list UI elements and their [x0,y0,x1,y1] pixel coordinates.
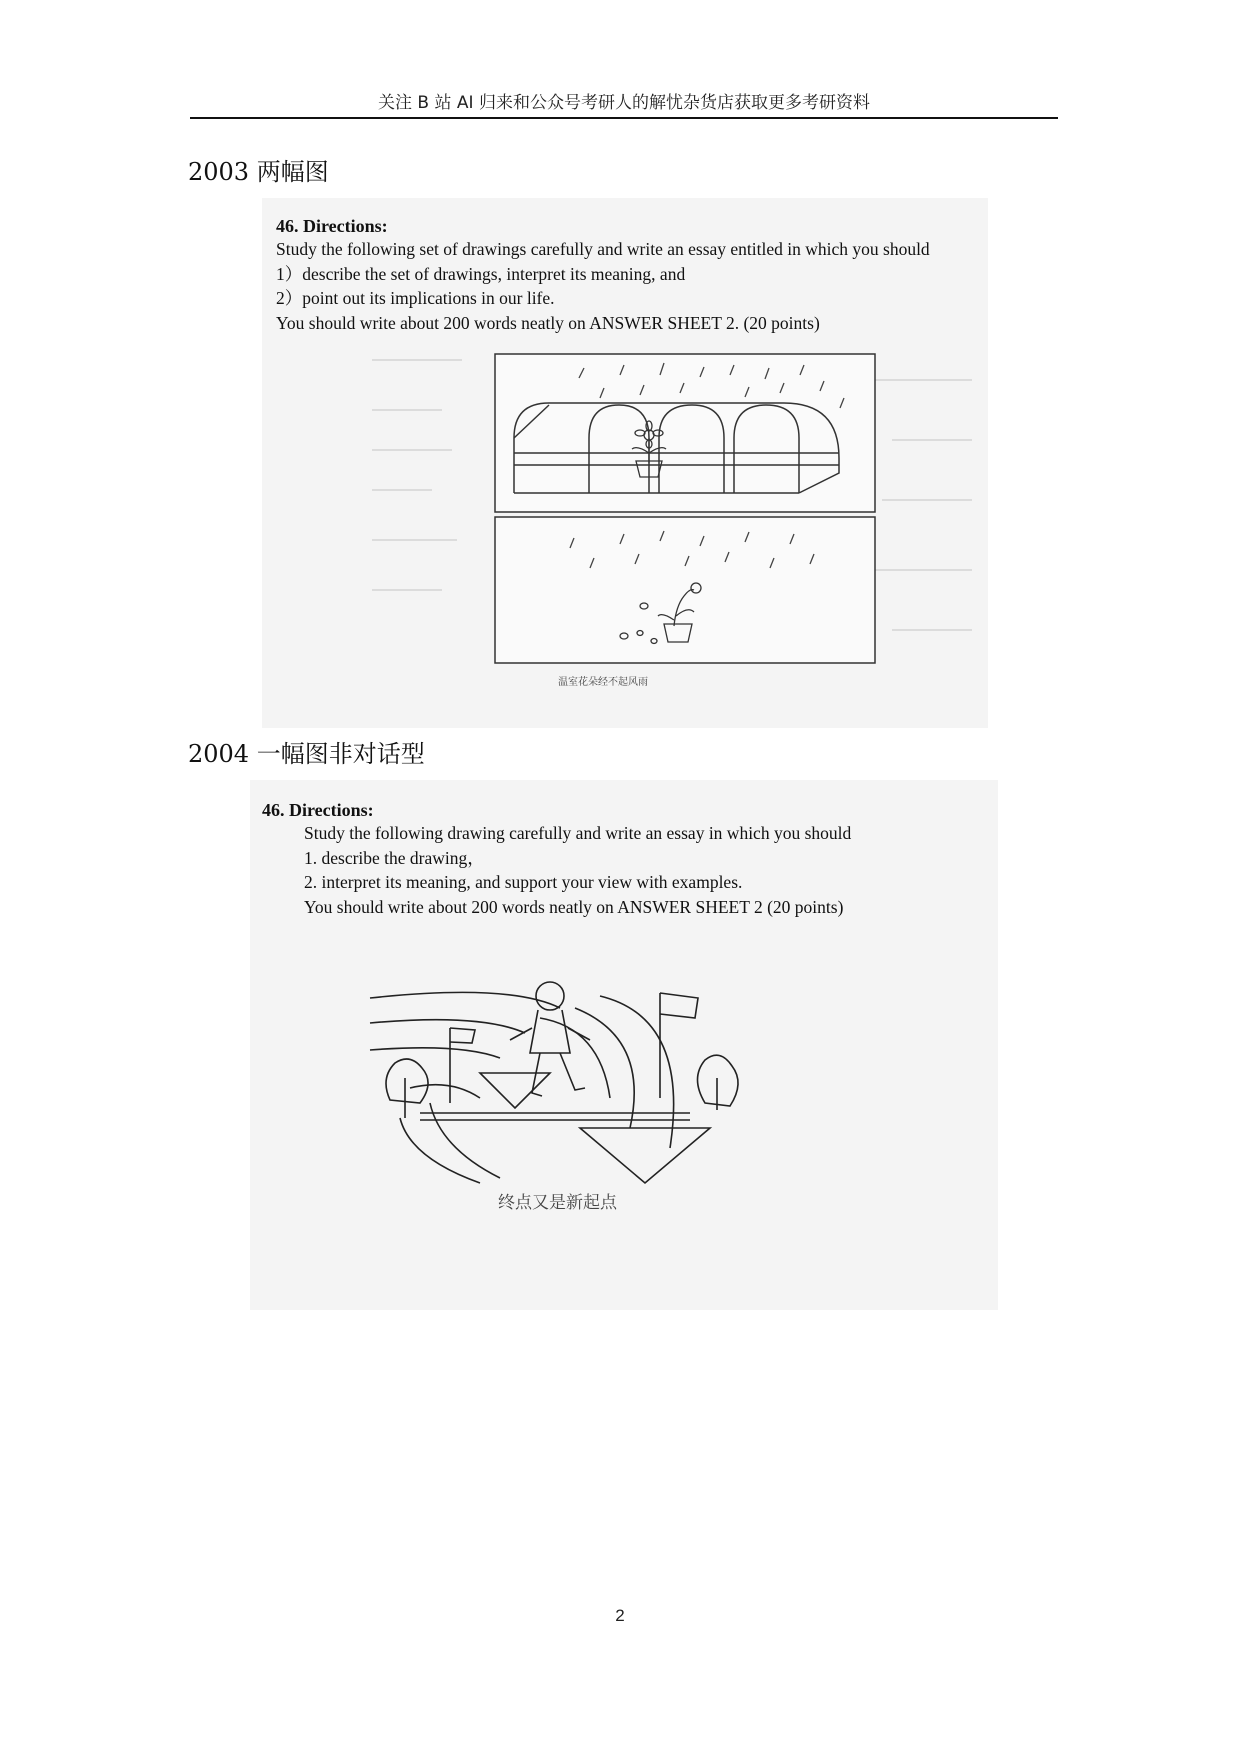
header-rule [190,117,1058,119]
directions-body [262,821,851,919]
greenhouse-drawing [494,353,876,513]
directions-heading: 46. Directions: [262,800,374,820]
directions-line: You should write about 200 words neatly on ANSWER SHEET 2. (20 points) [276,312,820,333]
directions-2004 [262,800,851,919]
caption-2003: 温室花朵经不起风雨 [558,677,648,688]
scan-image-2004 [250,780,998,1310]
directions-line: 1. describe the drawing， [304,847,485,868]
directions-line: 1）describe the set of drawings, interpret its meaning, and [276,263,686,284]
scan-image-2003 [262,198,988,728]
section-title-2003: 2003 两幅图 [188,158,329,186]
caption-2004: 终点又是新起点 [498,1193,617,1213]
directions-line: Study the following drawing carefully and write an essay in which you should [304,823,852,843]
directions-line: You should write about 200 words neatly on ANSWER SHEET 2 (20 points) [304,896,844,917]
page-header: 关注 B 站 AI 归来和公众号考研人的解忧杂货店获取更多考研资料 [378,93,870,113]
flower-in-rain-drawing [494,516,876,664]
page-number: 2 [615,1606,625,1625]
directions-line: Study the following set of drawings carefully and write an essay entitled in which you should [276,239,930,259]
directions-heading: 46. Directions: [276,216,388,236]
finish-line-drawing [360,978,750,1193]
directions-line: 2）point out its implications in our life. [276,288,555,308]
section-title-2004: 2004 一幅图非对话型 [188,740,425,768]
directions-line: 2. interpret its meaning, and support your view with examples. [304,872,743,892]
directions-2003 [276,216,930,335]
